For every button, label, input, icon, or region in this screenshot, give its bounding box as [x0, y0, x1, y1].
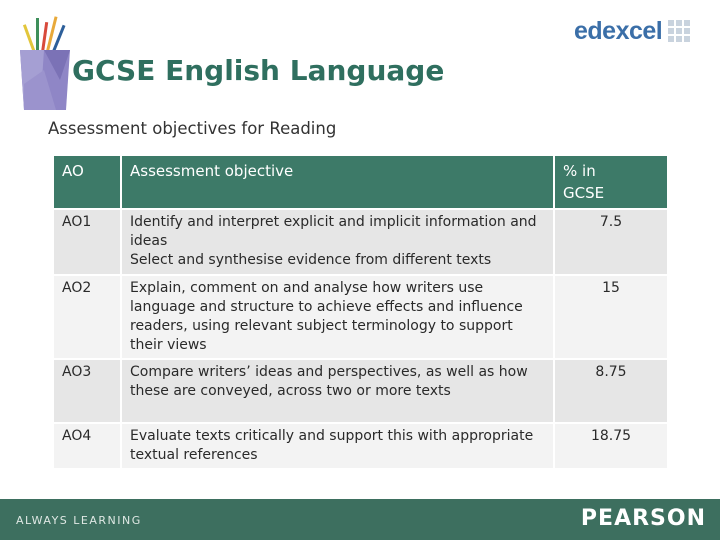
header-percent — [554, 155, 668, 209]
row-ao: AO3 — [53, 359, 121, 423]
edexcel-logo — [574, 16, 690, 46]
header-objective: Assessment objective — [121, 155, 554, 209]
pencil-cup-icon — [14, 14, 76, 116]
row-percent: 15 — [554, 275, 668, 359]
table-header-row — [53, 155, 668, 209]
header-ao: AO — [53, 155, 121, 209]
pearson-logo: PEARSON — [580, 506, 706, 531]
row-percent: 8.75 — [554, 359, 668, 423]
table-row — [53, 423, 668, 469]
row-objective-line: Select and synthesise evidence from different texts — [130, 252, 492, 268]
row-objective: Compare writers’ ideas and perspectives, as well as how these are conveyed, across two or more texts — [121, 359, 554, 423]
brand-name: edexcel — [574, 16, 663, 45]
row-objective — [121, 209, 554, 275]
row-ao: AO4 — [53, 423, 121, 469]
footer-tagline: ALWAYS LEARNING — [16, 514, 142, 527]
table-row — [53, 359, 668, 423]
row-objective: Explain, comment on and analyse how writers use language and structure to achieve effects and influence readers, using relevant subject terminology to support their views — [121, 275, 554, 359]
row-objective: Evaluate texts critically and support this with appropriate textual references — [121, 423, 554, 469]
footer-bar — [0, 499, 720, 540]
row-ao: AO2 — [53, 275, 121, 359]
brand-grid-icon — [668, 20, 690, 42]
table-row — [53, 275, 668, 359]
header-percent-line1: % in — [563, 162, 596, 180]
row-percent: 18.75 — [554, 423, 668, 469]
row-ao: AO1 — [53, 209, 121, 275]
header-percent-line2: GCSE — [563, 184, 605, 202]
assessment-objectives-table — [52, 154, 669, 470]
row-percent: 7.5 — [554, 209, 668, 275]
page-subtitle: Assessment objectives for Reading — [48, 119, 337, 138]
table-row — [53, 209, 668, 275]
row-objective-line: Identify and interpret explicit and implicit information and ideas — [130, 214, 537, 249]
page-title: GCSE English Language — [72, 54, 445, 87]
